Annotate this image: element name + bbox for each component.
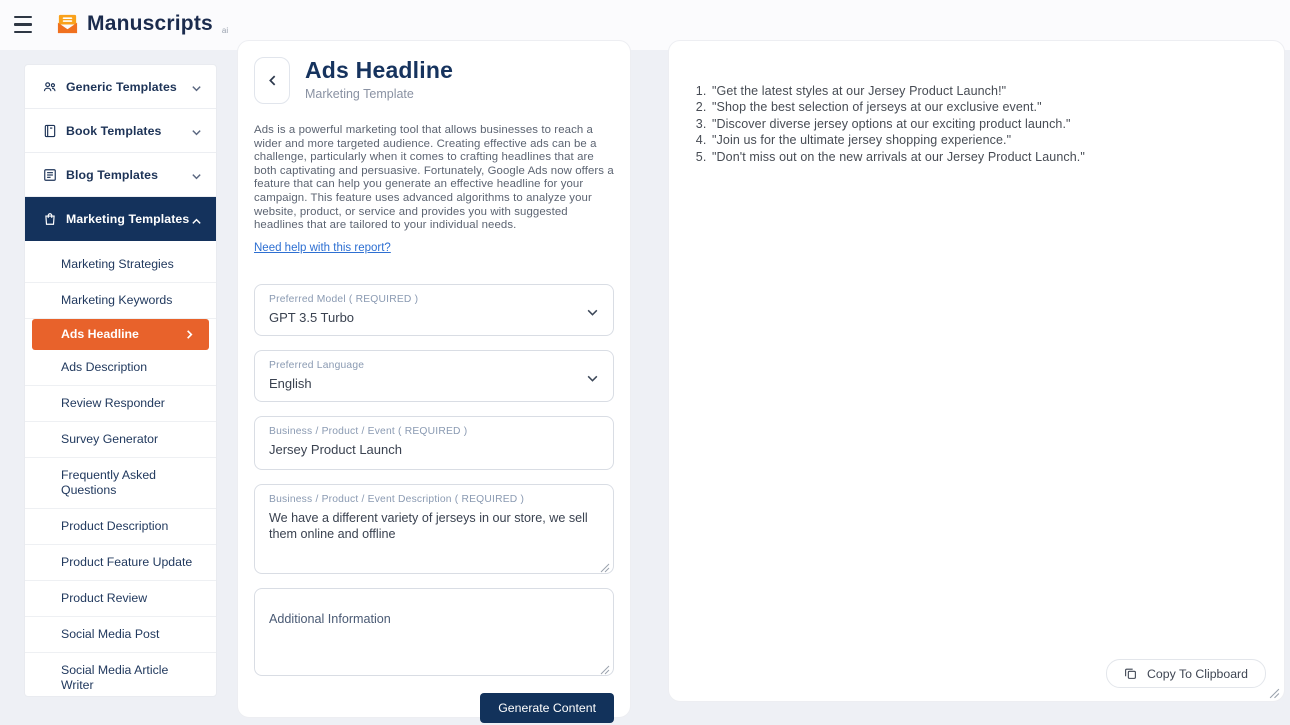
- panel-resize-grip-icon[interactable]: [1269, 686, 1280, 697]
- chevron-right-icon: [184, 329, 195, 340]
- result-item: 1. "Get the latest styles at our Jersey Product Launch!": [710, 83, 1260, 99]
- copy-icon: [1124, 667, 1137, 680]
- field-label: Business / Product / Event Description ( REQUIRED ): [269, 493, 525, 505]
- business-description-textarea[interactable]: [254, 484, 614, 574]
- field-value: We have a different variety of jerseys in our store, we sell them online and offline: [269, 510, 588, 541]
- business-product-event-input[interactable]: [254, 416, 614, 470]
- generate-row: [254, 693, 614, 723]
- section-label: Blog Templates: [66, 167, 159, 182]
- app-logo[interactable]: [56, 9, 228, 39]
- sidebar-item-ads-description[interactable]: Ads Description: [25, 350, 216, 386]
- template-title-block: [305, 57, 453, 101]
- template-description: Ads is a powerful marketing tool that allows businesses to reach a wider and more targeted audience. Creating effective ads can be a challenge, particularly when it comes to crafting headlines that are both captivating and persuasive. Fortunately, Google Ads now offers a feature that can help you generate an effective headline for your campaign. This feature uses advanced algorithms to analyze your website, product, or service and provides you with suggested headlines that are tailored to your individual needs.: [254, 124, 614, 232]
- sidebar-item-frequently-asked-questions[interactable]: Frequently Asked Questions: [25, 458, 216, 509]
- envelope-logo-icon: [56, 13, 79, 36]
- section-label: Marketing Templates: [66, 212, 190, 226]
- preferred-language-select[interactable]: [254, 350, 614, 402]
- template-form: [254, 284, 614, 723]
- page-subtitle: Marketing Template: [305, 87, 414, 101]
- field-placeholder: Additional Information: [269, 611, 391, 626]
- field-value: English: [269, 375, 312, 391]
- generate-content-button[interactable]: Generate Content: [480, 693, 614, 723]
- sidebar-item-product-feature-update[interactable]: Product Feature Update: [25, 545, 216, 581]
- field-value: Jersey Product Launch: [269, 441, 402, 457]
- generated-results-list: [693, 83, 1260, 165]
- preferred-model-select[interactable]: [254, 284, 614, 336]
- resize-grip-icon[interactable]: [600, 560, 610, 570]
- resize-grip-icon[interactable]: [600, 662, 610, 672]
- chevron-down-icon: [191, 81, 202, 92]
- shopping-bag-icon: [43, 212, 57, 226]
- sidebar-section-generic-templates[interactable]: [25, 65, 216, 109]
- field-label: Preferred Language: [269, 359, 365, 371]
- book-icon: [43, 124, 57, 138]
- sidebar-item-marketing-strategies[interactable]: Marketing Strategies: [25, 247, 216, 283]
- users-icon: [43, 80, 57, 94]
- sidebar-section-book-templates[interactable]: [25, 109, 216, 153]
- sidebar-item-ads-headline[interactable]: Ads Headline: [32, 319, 209, 350]
- sidebar-section-blog-templates[interactable]: [25, 153, 216, 197]
- field-label: Preferred Model ( REQUIRED ): [269, 293, 419, 305]
- sidebar-item-survey-generator[interactable]: Survey Generator: [25, 422, 216, 458]
- sidebar-item-social-media-post[interactable]: Social Media Post: [25, 617, 216, 653]
- chevron-left-icon: [266, 74, 279, 87]
- sidebar-item-product-review[interactable]: Product Review: [25, 581, 216, 617]
- template-header: [254, 57, 614, 104]
- copy-to-clipboard-button[interactable]: [1106, 659, 1266, 688]
- sidebar-sub-list: [25, 241, 216, 697]
- sidebar-item-social-media-article-writer[interactable]: Social Media Article Writer: [61, 663, 169, 692]
- sidebar: [24, 64, 217, 697]
- chevron-up-icon: [191, 214, 202, 225]
- help-link[interactable]: Need help with this report?: [254, 241, 391, 254]
- app-name-suffix: ai: [221, 26, 229, 35]
- sidebar-item-product-description[interactable]: Product Description: [25, 509, 216, 545]
- field-value: GPT 3.5 Turbo: [269, 309, 355, 325]
- section-label: Generic Templates: [66, 79, 177, 94]
- result-item: 3. "Discover diverse jersey options at our exciting product launch.": [710, 116, 1260, 132]
- sidebar-section-marketing-templates[interactable]: [25, 197, 216, 241]
- app-name: Manuscripts: [87, 12, 213, 35]
- chevron-down-icon: [586, 372, 599, 390]
- output-panel: [668, 40, 1285, 702]
- template-panel: [237, 40, 631, 718]
- section-label: Book Templates: [66, 123, 162, 138]
- field-label: Business / Product / Event ( REQUIRED ): [269, 425, 468, 437]
- page-title: Ads Headline: [305, 57, 454, 83]
- chevron-down-icon: [191, 169, 202, 180]
- result-item: 2. "Shop the best selection of jerseys at our exclusive event.": [710, 99, 1260, 115]
- copy-button-label: Copy To Clipboard: [1147, 666, 1248, 681]
- result-item: 5. "Don't miss out on the new arrivals at our Jersey Product Launch.": [710, 149, 1260, 165]
- result-item: 4. "Join us for the ultimate jersey shopping experience.": [710, 132, 1260, 148]
- chevron-down-icon: [586, 306, 599, 324]
- blog-icon: [43, 168, 57, 182]
- back-button[interactable]: [254, 57, 290, 104]
- sidebar-item-marketing-keywords[interactable]: Marketing Keywords: [25, 283, 216, 319]
- additional-information-textarea[interactable]: [254, 588, 614, 676]
- sidebar-item-review-responder[interactable]: Review Responder: [25, 386, 216, 422]
- chevron-down-icon: [191, 125, 202, 136]
- hamburger-menu-icon[interactable]: [14, 16, 32, 33]
